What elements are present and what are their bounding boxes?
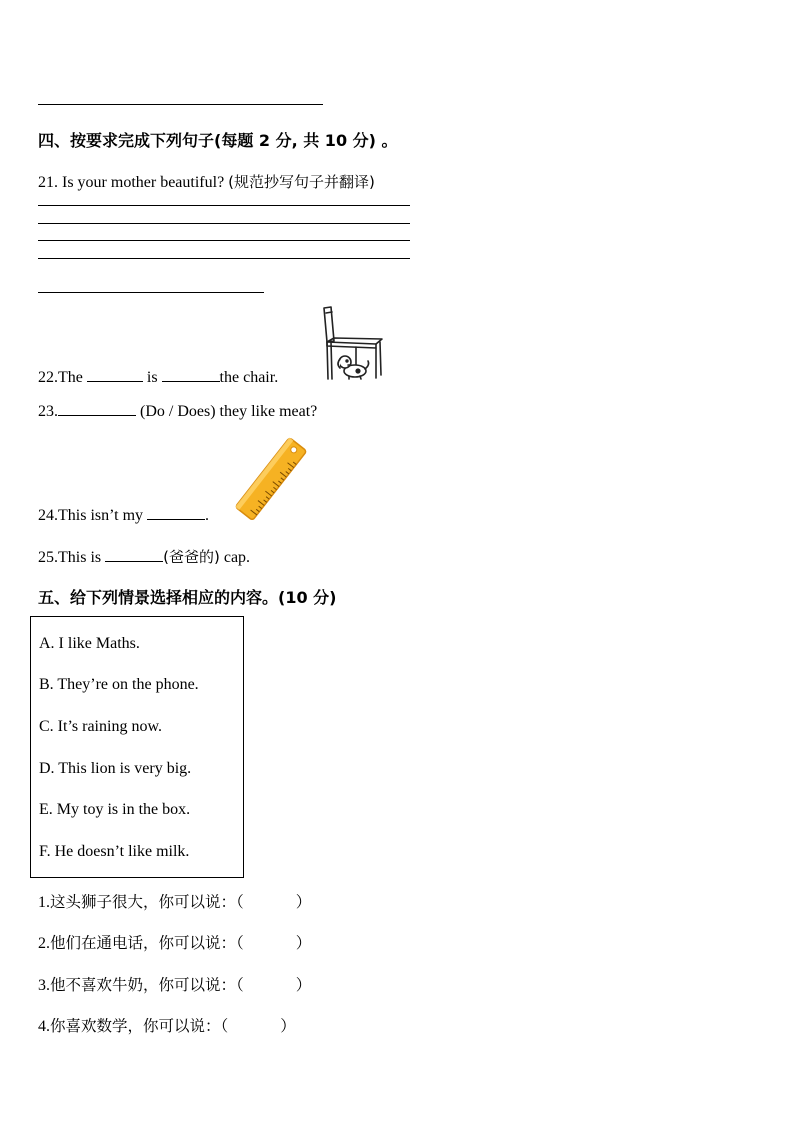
question-24-number: 24.	[38, 507, 58, 524]
question-24-text: This isn’t my	[58, 507, 148, 524]
question-24-blank[interactable]	[147, 504, 205, 520]
situation-question-1-number: 1.	[38, 894, 50, 911]
question-22-blank-2[interactable]	[162, 366, 220, 382]
situation-question-4-number: 4.	[38, 1018, 50, 1035]
situation-question-2-text: 他们在通电话，你可以说：（	[50, 934, 244, 952]
section-5-heading: 五、给下列情景选择相应的内容。(10 分)	[38, 588, 337, 607]
situation-question-3-number: 3.	[38, 977, 50, 994]
question-23-text: (Do / Does) they like meat?	[140, 403, 318, 420]
question-22	[38, 366, 278, 387]
writing-line-1[interactable]	[38, 205, 410, 206]
option-c: C. It’s raining now.	[39, 718, 162, 735]
ruler-icon	[232, 436, 310, 522]
question-21	[38, 171, 375, 192]
question-25	[38, 546, 250, 567]
question-25-chinese-hint: (爸爸的)	[163, 548, 220, 566]
question-24-end: .	[205, 507, 210, 524]
writing-line-2[interactable]	[38, 223, 410, 224]
situation-question-1-close: ）	[295, 893, 312, 911]
question-22-blank-1[interactable]	[87, 366, 143, 382]
question-22-word-1: The	[58, 369, 87, 386]
situation-question-3-close: ）	[295, 976, 312, 994]
situation-question-2-number: 2.	[38, 935, 50, 952]
question-24	[38, 504, 209, 525]
option-a: A. I like Maths.	[39, 635, 140, 652]
question-25-end: cap.	[219, 549, 251, 566]
option-d: D. This lion is very big.	[39, 760, 192, 777]
answer-line-top[interactable]	[38, 104, 323, 105]
chair-with-dog-icon	[318, 305, 386, 383]
situation-question-2	[38, 931, 311, 953]
situation-question-3	[38, 973, 311, 995]
question-23-blank[interactable]	[58, 400, 136, 416]
question-22-word-3: the chair.	[219, 369, 279, 386]
situation-question-1-text: 这头狮子很大，你可以说：（	[50, 893, 244, 911]
question-21-text: . Is your mother beautiful?	[54, 174, 229, 191]
question-25-number: 25.	[38, 549, 58, 566]
option-b: B. They’re on the phone.	[39, 676, 199, 693]
question-22-word-2: is	[146, 369, 162, 386]
question-21-number: 21	[38, 174, 54, 191]
section-4-heading: 四、按要求完成下列句子(每题 2 分, 共 10 分) 。	[38, 131, 398, 150]
question-23-number: 23.	[38, 403, 58, 420]
question-22-number: 22.	[38, 369, 58, 386]
question-25-blank[interactable]	[105, 546, 163, 562]
options-box	[30, 616, 244, 878]
situation-question-4-text: 你喜欢数学，你可以说：（	[50, 1017, 229, 1035]
question-21-instruction: (规范抄写句子并翻译)	[228, 173, 375, 191]
option-e: E. My toy is in the box.	[39, 801, 191, 818]
situation-question-3-text: 他不喜欢牛奶，你可以说：（	[50, 976, 244, 994]
writing-line-3[interactable]	[38, 240, 410, 241]
question-23	[38, 400, 317, 421]
situation-question-4-close: ）	[280, 1017, 296, 1035]
situation-question-2-close: ）	[295, 934, 312, 952]
situation-question-4	[38, 1014, 296, 1036]
situation-question-1	[38, 890, 311, 912]
question-25-text: This is	[58, 549, 106, 566]
writing-line-4[interactable]	[38, 258, 410, 259]
option-f: F. He doesn’t like milk.	[39, 843, 190, 860]
translation-line[interactable]	[38, 292, 264, 293]
